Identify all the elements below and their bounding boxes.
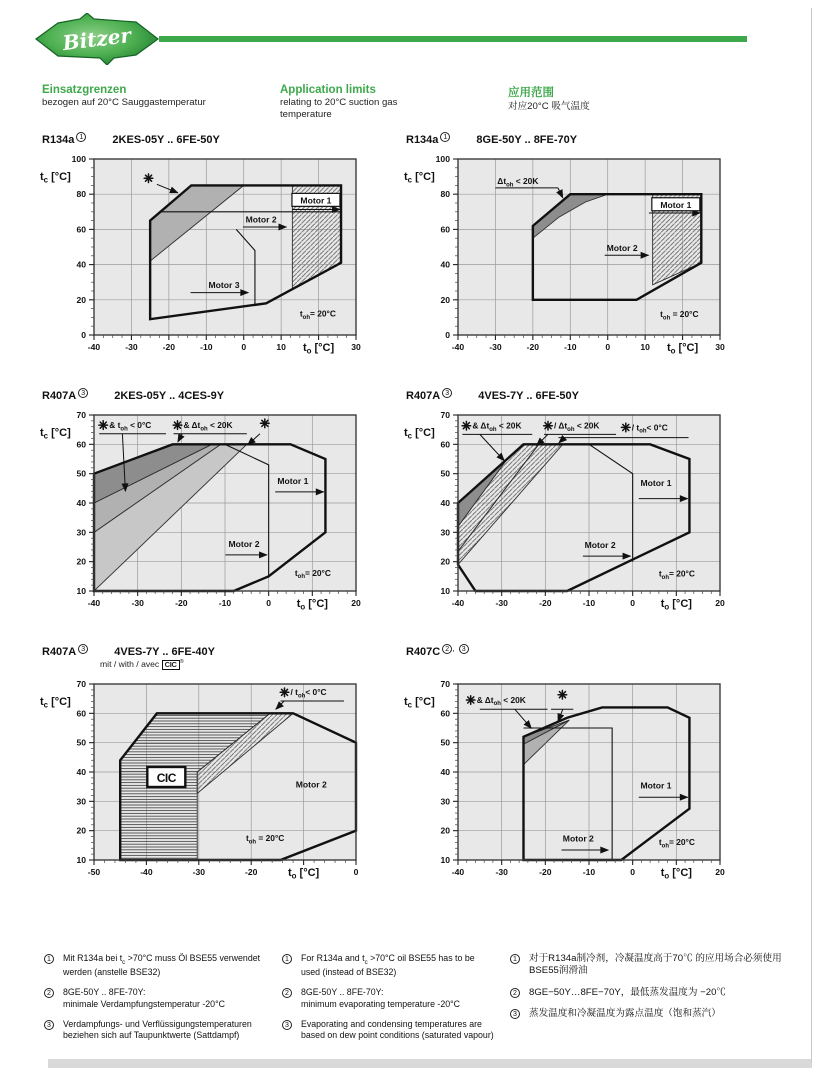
snowflake-icon bbox=[261, 419, 270, 428]
motor-label: Motor 2 bbox=[584, 539, 616, 550]
motor-label: Motor 2 bbox=[295, 779, 327, 790]
motor-label: Motor 1 bbox=[277, 476, 309, 487]
motor-label: Motor 3 bbox=[208, 279, 240, 290]
chart-canvas-r134a-2kes bbox=[36, 147, 396, 359]
y-tick-label: 30 bbox=[440, 527, 450, 538]
snowflake-icon bbox=[144, 174, 153, 183]
chart-block-r134a-8ge bbox=[400, 132, 764, 364]
footnote-marker: 1 bbox=[280, 953, 301, 978]
x-axis-title: $t_o$ [°C] bbox=[287, 867, 320, 881]
x-tick-label: 10 bbox=[276, 342, 286, 352]
chart-models: 8GE-50Y .. 8FE-70Y bbox=[476, 134, 578, 146]
condition-label: / $\Delta t_{oh} < 20K$ bbox=[554, 420, 600, 433]
y-tick-label: 20 bbox=[440, 556, 450, 567]
x-tick-label: -40 bbox=[87, 598, 101, 608]
x-tick-label: 20 bbox=[715, 867, 725, 877]
condition-label: $t_{oh} = 20^\circ C$ bbox=[245, 832, 285, 846]
y-tick-label: 20 bbox=[440, 825, 450, 836]
cic-logo-small: CIC bbox=[162, 660, 180, 670]
motor-label: Motor 2 bbox=[228, 539, 260, 549]
snowflake-icon bbox=[466, 696, 475, 705]
motor-label: Motor 1 bbox=[640, 477, 672, 488]
y-tick-label: 60 bbox=[440, 439, 450, 450]
y-tick-label: 20 bbox=[440, 294, 450, 305]
x-tick-label: -20 bbox=[539, 867, 552, 877]
x-tick-label: -10 bbox=[582, 867, 596, 877]
x-tick-label: -10 bbox=[582, 598, 596, 608]
x-tick-label: 0 bbox=[353, 867, 359, 877]
footnote-marker: 3 bbox=[508, 1008, 529, 1020]
chart-refrigerant: R134a bbox=[406, 134, 439, 146]
footnote-text: Evaporating and condensing temperatures are based on dew point conditions (saturated vapour) bbox=[301, 1019, 494, 1041]
footnote-item bbox=[508, 953, 792, 978]
x-tick-label: 20 bbox=[351, 598, 361, 608]
y-tick-label: 10 bbox=[76, 586, 86, 596]
footnote-ref-3: 3 bbox=[459, 644, 469, 654]
x-tick-label: -40 bbox=[451, 342, 465, 352]
y-tick-label: 70 bbox=[440, 679, 450, 689]
x-tick-label: -30 bbox=[489, 342, 502, 352]
footnote-text: 8GE-50Y .. 8FE-70Y: minimum evaporating temperature -20°C bbox=[301, 987, 460, 1009]
heading-col-1 bbox=[280, 84, 440, 122]
x-tick-label: -10 bbox=[218, 598, 232, 608]
x-tick-label: -40 bbox=[451, 598, 465, 608]
y-tick-label: 10 bbox=[76, 855, 86, 865]
y-tick-label: 50 bbox=[76, 468, 86, 479]
motor-label: Motor 1 bbox=[660, 199, 692, 210]
y-axis-title: $t_c$ [°C] bbox=[40, 427, 71, 441]
heading-title: Application limits bbox=[280, 84, 376, 96]
y-tick-label: 60 bbox=[76, 439, 86, 450]
x-tick-label: 0 bbox=[605, 342, 611, 352]
y-tick-label: 30 bbox=[76, 796, 86, 807]
chart-models: 2KES-05Y .. 6FE-50Y bbox=[112, 134, 220, 146]
y-tick-label: 70 bbox=[440, 410, 450, 420]
snowflake-icon bbox=[621, 423, 630, 432]
chart-canvas-r407a-2kes bbox=[36, 403, 396, 615]
motor-label: Motor 2 bbox=[245, 214, 277, 225]
y-tick-label: 60 bbox=[76, 708, 86, 719]
brand-text: Bitzer bbox=[61, 22, 133, 56]
y-tick-label: 30 bbox=[440, 796, 450, 807]
footnote-marker: 2 bbox=[42, 987, 63, 1010]
chart-models: 4VES-7Y .. 6FE-40Y bbox=[114, 646, 215, 658]
chart-canvas-r407a-4ves-6fe50 bbox=[400, 403, 760, 615]
chart-block-r407c bbox=[400, 644, 764, 889]
footnote-item bbox=[280, 987, 494, 1010]
bitzer-logo-icon bbox=[34, 13, 160, 65]
chart-title bbox=[400, 132, 764, 147]
x-tick-label: -30 bbox=[495, 867, 508, 877]
footnote-col-2 bbox=[508, 953, 792, 1030]
chart-block-r407a-4ves-6fe40 bbox=[36, 644, 400, 889]
footnote-text: For R134a and $t_c >70^\circ C$ oil BSE55 has to be used (instead of BSE32) bbox=[301, 953, 475, 977]
y-tick-label: 40 bbox=[76, 767, 86, 777]
footnote-ref-3: 3 bbox=[442, 388, 452, 398]
y-tick-label: 40 bbox=[76, 259, 86, 270]
footnote-text: 8GE-50Y .. 8FE-70Y: minimale Verdampfungstemperatur -20°C bbox=[63, 987, 225, 1009]
x-tick-label: -20 bbox=[244, 867, 258, 877]
chart-title bbox=[36, 132, 400, 147]
chart-canvas-r134a-8ge bbox=[400, 147, 760, 359]
y-axis-title: $t_c$ [°C] bbox=[404, 171, 435, 185]
chart-refrigerant: R407A bbox=[42, 390, 77, 402]
condition-label: & $\Delta t_{oh} < 20K$ bbox=[476, 694, 526, 708]
y-tick-label: 50 bbox=[440, 737, 450, 748]
chart-refrigerant: R134a bbox=[42, 134, 75, 146]
x-tick-label: -20 bbox=[526, 342, 540, 352]
x-tick-label: -50 bbox=[87, 867, 101, 877]
footnote-ref-3: 3 bbox=[78, 388, 88, 398]
heading-title: Einsatzgrenzen bbox=[42, 84, 127, 96]
chart-refrigerant: R407A bbox=[406, 390, 441, 402]
footnote-marker: 1 bbox=[508, 953, 529, 978]
footnote-marker: 1 bbox=[42, 953, 63, 978]
chart-subtitle: mit / with / avec CIC ® bbox=[100, 659, 184, 669]
x-tick-label: -20 bbox=[539, 598, 552, 608]
page-right-border bbox=[811, 8, 812, 1063]
footnote-ref-1: 1 bbox=[76, 132, 86, 142]
chart-canvas-r407c bbox=[400, 672, 760, 884]
x-tick-label: -20 bbox=[175, 598, 188, 608]
y-tick-label: 30 bbox=[76, 527, 86, 538]
condition-label: $t_{oh}= 20^\circ C$ bbox=[658, 837, 695, 850]
chart-refrigerant: R407A bbox=[42, 646, 77, 658]
motor-label: Motor 1 bbox=[300, 195, 332, 206]
footnote-item bbox=[280, 1019, 494, 1042]
chart-models: 4VES-7Y .. 6FE-50Y bbox=[478, 390, 579, 402]
x-axis-title: $t_o$ [°C] bbox=[660, 867, 692, 881]
heading-title: 应用范围 bbox=[508, 87, 554, 99]
x-tick-label: -20 bbox=[162, 342, 176, 352]
chart-title: R407C 2 , 3 bbox=[400, 644, 764, 659]
y-tick-label: 70 bbox=[76, 410, 86, 420]
y-tick-label: 60 bbox=[76, 224, 86, 235]
y-tick-label: 0 bbox=[445, 330, 450, 340]
x-tick-label: 20 bbox=[715, 598, 725, 608]
snowflake-icon bbox=[173, 421, 182, 430]
y-axis-title: $t_c$ [°C] bbox=[404, 427, 435, 441]
y-tick-label: 0 bbox=[81, 330, 86, 340]
y-tick-label: 80 bbox=[440, 189, 450, 200]
chart-refrigerant: R407C bbox=[406, 646, 441, 658]
snowflake-icon bbox=[99, 421, 108, 430]
motor-label: Motor 2 bbox=[606, 242, 638, 253]
y-tick-label: 60 bbox=[440, 708, 450, 719]
y-tick-label: 50 bbox=[440, 468, 450, 479]
x-tick-label: -30 bbox=[131, 598, 144, 608]
x-tick-label: 0 bbox=[630, 598, 636, 608]
footnote-marker: 3 bbox=[280, 1019, 301, 1042]
footnote-text: 8GE−50Y…8FE−70Y，最低蒸发温度为 −20℃ bbox=[529, 986, 727, 998]
y-tick-label: 70 bbox=[76, 679, 86, 689]
footnote-marker: 3 bbox=[42, 1019, 63, 1042]
footnote-item bbox=[508, 1008, 792, 1020]
chart-block-r134a-2kes bbox=[36, 132, 400, 364]
chart-title bbox=[400, 388, 764, 403]
condition-label: & $\Delta t_{oh} < 20K$ bbox=[472, 420, 522, 433]
y-tick-label: 60 bbox=[440, 224, 450, 235]
heading-subtitle: relating to 20°C suction gas temperature bbox=[280, 97, 398, 121]
y-tick-label: 10 bbox=[440, 855, 450, 865]
x-tick-label: -40 bbox=[140, 867, 153, 877]
footnote-marker: 2 bbox=[280, 987, 301, 1010]
chart-canvas-r407a-4ves-6fe40 bbox=[36, 672, 396, 884]
heading-col-0 bbox=[42, 84, 270, 109]
x-axis-title: $t_o$ [°C] bbox=[660, 598, 692, 612]
y-tick-label: 50 bbox=[76, 737, 86, 748]
charts-grid bbox=[36, 132, 764, 889]
x-tick-label: -30 bbox=[125, 342, 138, 352]
x-tick-label: -10 bbox=[200, 342, 213, 352]
y-axis-title: $t_c$ [°C] bbox=[404, 696, 435, 710]
footnote-item bbox=[42, 1019, 266, 1042]
heading-col-2 bbox=[508, 84, 768, 113]
x-tick-label: 30 bbox=[715, 342, 725, 352]
cic-logo-text: CIC bbox=[156, 770, 176, 785]
condition-label: $t_{oh} = 20^\circ C$ bbox=[660, 308, 699, 322]
chart-title bbox=[36, 644, 400, 659]
footnote-item bbox=[280, 953, 494, 978]
footnote-col-0 bbox=[42, 953, 266, 1051]
snowflake-icon bbox=[280, 688, 289, 697]
chart-block-r407a-2kes bbox=[36, 388, 400, 620]
x-tick-label: 0 bbox=[241, 342, 247, 352]
x-tick-label: 0 bbox=[630, 867, 636, 877]
y-axis-title: $t_c$ [°C] bbox=[40, 171, 71, 185]
snowflake-icon bbox=[558, 690, 567, 699]
y-tick-label: 20 bbox=[76, 825, 86, 836]
y-tick-label: 20 bbox=[76, 556, 86, 567]
condition-label: $\Delta t_{oh} < 20K$ bbox=[497, 175, 539, 189]
condition-label: $t_{oh}= 20^\circ C$ bbox=[658, 568, 695, 582]
x-tick-label: -40 bbox=[451, 867, 465, 877]
y-axis-title: $t_c$ [°C] bbox=[40, 696, 71, 710]
condition-label: & $\Delta t_{oh} < 20K$ bbox=[183, 419, 233, 433]
heading-subtitle: bezogen auf 20°C Sauggastemperatur bbox=[42, 97, 206, 108]
footnote-text: Mit R134a bei $t_c >70^\circ C$ muss Öl BSE55 verwendet werden (anstelle BSE32) bbox=[63, 953, 261, 977]
y-tick-label: 100 bbox=[71, 154, 86, 164]
x-axis-title: $t_o$ [°C] bbox=[302, 342, 335, 356]
footnote-text: Verdampfungs- und Verflüssigungstemperaturen beziehen sich auf Taupunktwerte (Sattdampf) bbox=[63, 1019, 252, 1041]
condition-label: / $t_{oh}< 0^\circ C$ bbox=[631, 422, 668, 435]
x-tick-label: -10 bbox=[564, 342, 577, 352]
y-tick-label: 40 bbox=[440, 259, 450, 270]
x-tick-label: -30 bbox=[495, 598, 508, 608]
heading-subtitle: 对应20°C 吸气温度 bbox=[508, 101, 590, 112]
x-axis-title: $t_o$ [°C] bbox=[666, 342, 699, 356]
x-tick-label: 10 bbox=[640, 342, 650, 352]
footnote-item bbox=[508, 987, 792, 999]
bottom-bar bbox=[48, 1059, 812, 1068]
footnote-text: 蒸发温度和冷凝温度为露点温度（饱和蒸汽） bbox=[529, 1008, 721, 1020]
x-axis-title: $t_o$ [°C] bbox=[296, 598, 328, 612]
x-tick-label: -30 bbox=[192, 867, 206, 877]
motor-label: Motor 2 bbox=[562, 833, 594, 844]
footnote-ref-1: 1 bbox=[440, 132, 450, 142]
chart-block-r407a-4ves-6fe50 bbox=[400, 388, 764, 620]
y-tick-label: 80 bbox=[76, 189, 86, 200]
snowflake-icon bbox=[544, 421, 553, 430]
condition-label: $t_{oh}= 20^\circ C$ bbox=[294, 567, 331, 581]
chart-models: 2KES-05Y .. 4CES-9Y bbox=[114, 390, 225, 402]
chart-subtitle bbox=[400, 659, 764, 672]
footnote-item bbox=[42, 953, 266, 978]
footnote-col-1 bbox=[280, 953, 494, 1051]
y-tick-label: 20 bbox=[76, 294, 86, 305]
footnote-ref-2: 2 bbox=[442, 644, 452, 654]
y-tick-label: 40 bbox=[76, 498, 86, 508]
condition-label: & $t_{oh} < 0^\circ C$ bbox=[109, 419, 152, 433]
footnote-item bbox=[42, 987, 266, 1010]
motor-label: Motor 1 bbox=[640, 780, 672, 791]
condition-label: $t_{oh}= 20^\circ C$ bbox=[299, 308, 336, 321]
y-tick-label: 100 bbox=[435, 154, 450, 164]
footnote-text: 对于R134a制冷剂，冷凝温度高于70℃ 的应用场合必须使用BSE55润滑油 bbox=[529, 953, 782, 977]
snowflake-icon bbox=[462, 421, 471, 430]
x-tick-label: 0 bbox=[266, 598, 272, 608]
chart-title bbox=[36, 388, 400, 403]
footnote-ref-3: 3 bbox=[78, 644, 88, 654]
condition-label: / $t_{oh}< 0^\circ C$ bbox=[290, 687, 327, 700]
y-tick-label: 10 bbox=[440, 586, 450, 596]
x-tick-label: -40 bbox=[87, 342, 101, 352]
y-tick-label: 40 bbox=[440, 498, 450, 508]
y-tick-label: 40 bbox=[440, 767, 450, 777]
x-tick-label: 30 bbox=[351, 342, 361, 352]
footnote-marker: 2 bbox=[508, 987, 529, 999]
header-rule bbox=[159, 36, 747, 42]
